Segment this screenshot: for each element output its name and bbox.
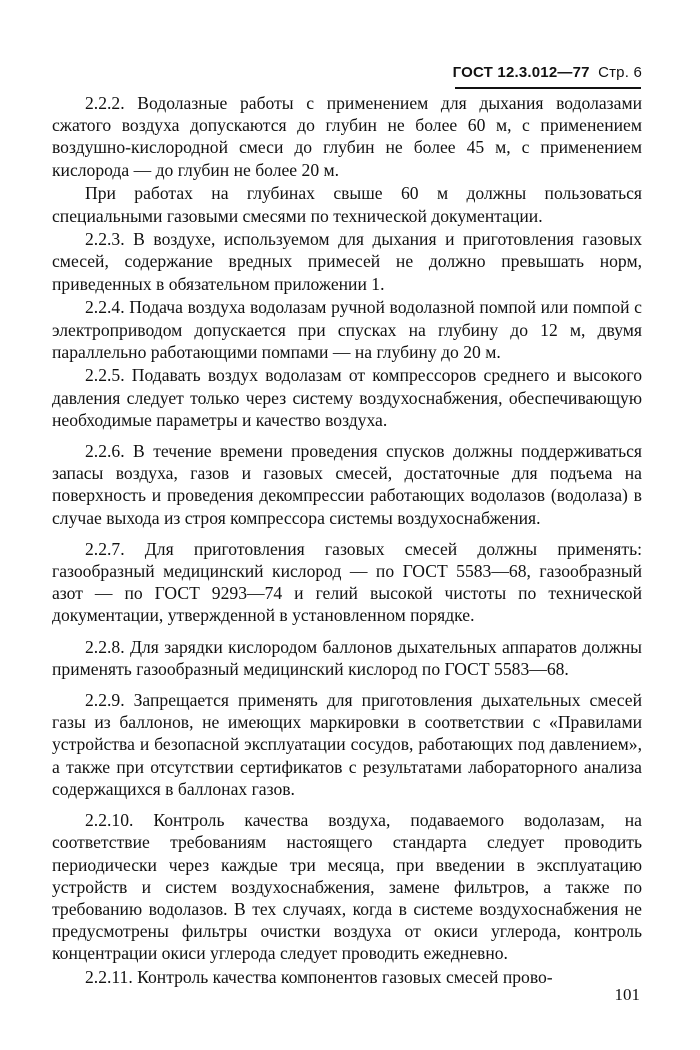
paragraph-2-2-7: 2.2.7. Для приготовления газовых смесей должны применять: газообразный медицинский кислород — по ГОСТ 5583—68, газообразный азот — по ГОСТ 9293—74 и гелий высокой чистоты по технической документации, утвержденной в установленном порядке. (52, 538, 642, 626)
paragraph-2-2-10: 2.2.10. Контроль качества воздуха, подаваемого водолазам, на соответствие требованиям настоящего стандарта следует проводить периодически через каждые три месяца, при введении в эксплуатацию устройств и систем воздухоснабжения, замене фильтров, а также по требованию водолазов. В тех случаях, когда в системе воздухоснабжения не предусмотрены фильтры очистки воздуха от окиси углерода, контроль концентрации окиси углерода следует проводить ежедневно. (52, 810, 642, 964)
paragraph-2-2-11: 2.2.11. Контроль качества компонентов газовых смесей прово- (85, 967, 553, 988)
paragraph-2-2-2: 2.2.2. Водолазные работы с применением для дыхания водолазами сжатого воздуха допускаются до глубин не более 60 м, с применением воздушно-кислородной смеси до глубин не более 45 м, с применением кислорода — до глубин не более 20 м. (52, 93, 642, 180)
header-rule (455, 87, 641, 89)
page-label: Стр. 6 (598, 64, 642, 81)
paragraph-2-2-5: 2.2.5. Подавать воздух водолазам от компрессоров среднего и высокого давления следует только через систему воздухоснабжения, обеспечивающую необходимые параметры и качество воздуха. (52, 365, 642, 430)
paragraph-2-2-3: 2.2.3. В воздухе, используемом для дыхания и приготовления газовых смесей, содержание вредных примесей не должно превышать норм, приведенных в обязательном приложении 1. (52, 229, 642, 294)
paragraph-2-2-4: 2.2.4. Подача воздуха водолазам ручной водолазной помпой или помпой с электроприводом допускается при спусках на глубину до 12 м, двумя параллельно работающими помпами — на глубину до 20 м. (52, 297, 642, 362)
paragraph-2-2-6: 2.2.6. В течение времени проведения спусков должны поддерживаться запасы воздуха, газов и газовых смесей, достаточные для подъема на поверхность и проведения декомпрессии работающих водолазов (водолаза) в случае выхода из строя компрессора системы воздухоснабжения. (52, 441, 642, 528)
paragraph-deep-water-note: При работах на глубинах свыше 60 м должны пользоваться специальными газовыми смесями по технической документации. (52, 183, 642, 226)
paragraph-2-2-8: 2.2.8. Для зарядки кислородом баллонов дыхательных аппаратов должны применять газообразный медицинский кислород по ГОСТ 5583—68. (52, 636, 642, 679)
standard-number: ГОСТ 12.3.012—77 (452, 64, 590, 81)
body-text (52, 92, 642, 990)
page-number: 101 (614, 985, 640, 1004)
running-header (453, 64, 642, 81)
paragraph-2-2-9: 2.2.9. Запрещается применять для приготовления дыхательных смесей газы из баллонов, не имеющих маркировки в соответствии с «Правилами устройства и безопасной эксплуатации сосудов, работающих под давлением», а также при отсутствии сертификатов с результатами лабораторного анализа содержащихся в баллонах газов. (52, 690, 642, 799)
